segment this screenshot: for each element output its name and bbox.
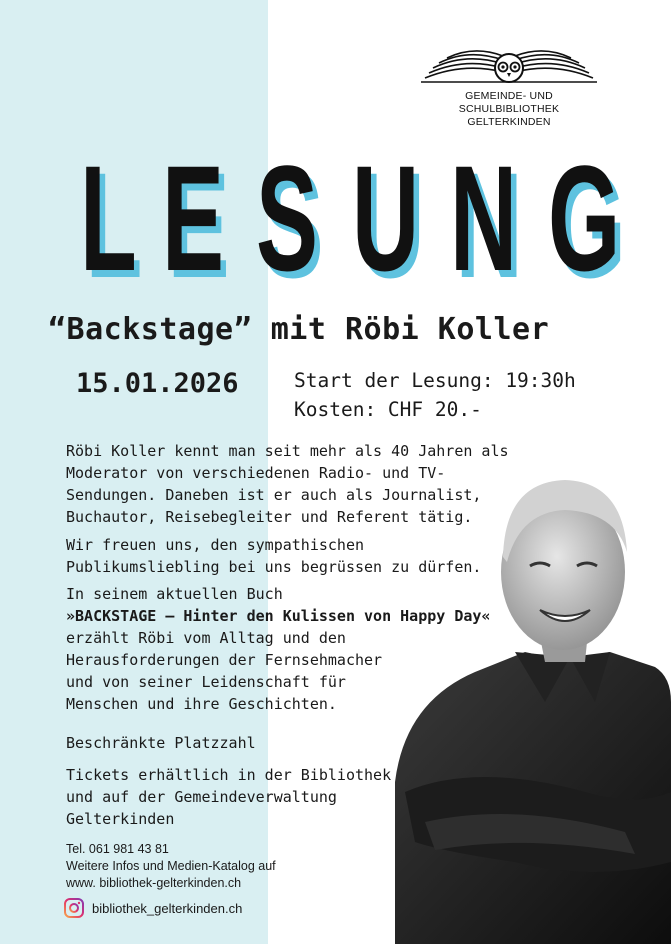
contact-block — [66, 841, 276, 892]
info-text: Weitere Infos und Medien-Katalog auf — [66, 859, 276, 873]
book-paragraph — [66, 583, 546, 715]
headline-letter: N — [450, 134, 518, 302]
instagram-icon — [64, 898, 84, 918]
headline-letter: S — [256, 134, 319, 302]
book-intro: In seinem aktuellen Buch — [66, 585, 283, 603]
phone-number: Tel. 061 981 43 81 — [66, 842, 169, 856]
headline-letter: L — [80, 134, 137, 302]
intro-paragraph: Röbi Koller kennt man seit mehr als 40 Jahren als Moderator von verschiedenen Radio- und TV- Sendungen. Daneben ist er auch als Journalist, Buchautor, Reisebegleiter und Referent tätig. — [66, 442, 509, 526]
headline-letter: U — [352, 134, 420, 302]
welcome-paragraph: Wir freuen uns, den sympathischen Publikumsliebling bei uns begrüssen zu dürfen. — [66, 536, 482, 576]
instagram-handle: bibliothek_gelterkinden.ch — [92, 900, 243, 916]
event-subtitle: “Backstage” mit Röbi Koller — [48, 312, 550, 347]
tickets-info: Tickets erhältlich in der Bibliothek und auf der Gemeindeverwaltung Gelterkinden — [66, 766, 392, 828]
library-logo-icon — [419, 42, 599, 90]
library-town: GELTERKINDEN — [467, 116, 551, 128]
book-title: »BACKSTAGE – Hinter den Kulissen von Happy Day« — [66, 607, 491, 625]
headline-letter: G — [548, 134, 621, 302]
headline-letter: E — [162, 134, 225, 302]
limited-seats-note: Beschränkte Platzzahl — [66, 734, 256, 752]
website-link[interactable]: www. bibliothek-gelterkinden.ch — [66, 876, 242, 890]
start-time: Start der Lesung: 19:30h — [294, 369, 576, 392]
event-date: 15.01.2026 — [76, 368, 239, 399]
library-name: GEMEINDE- UND SCHULBIBLIOTHEK — [458, 90, 560, 115]
instagram-handle-row[interactable] — [64, 898, 242, 918]
headline-lesung — [80, 134, 640, 302]
ticket-cost: Kosten: CHF 20.- — [294, 398, 482, 421]
book-description: erzählt Röbi vom Alltag und den Herausforderungen der Fernsehmacher und von seiner Leidenschaft für Menschen und ihre Geschichten. — [66, 629, 383, 713]
library-logo — [416, 42, 602, 129]
